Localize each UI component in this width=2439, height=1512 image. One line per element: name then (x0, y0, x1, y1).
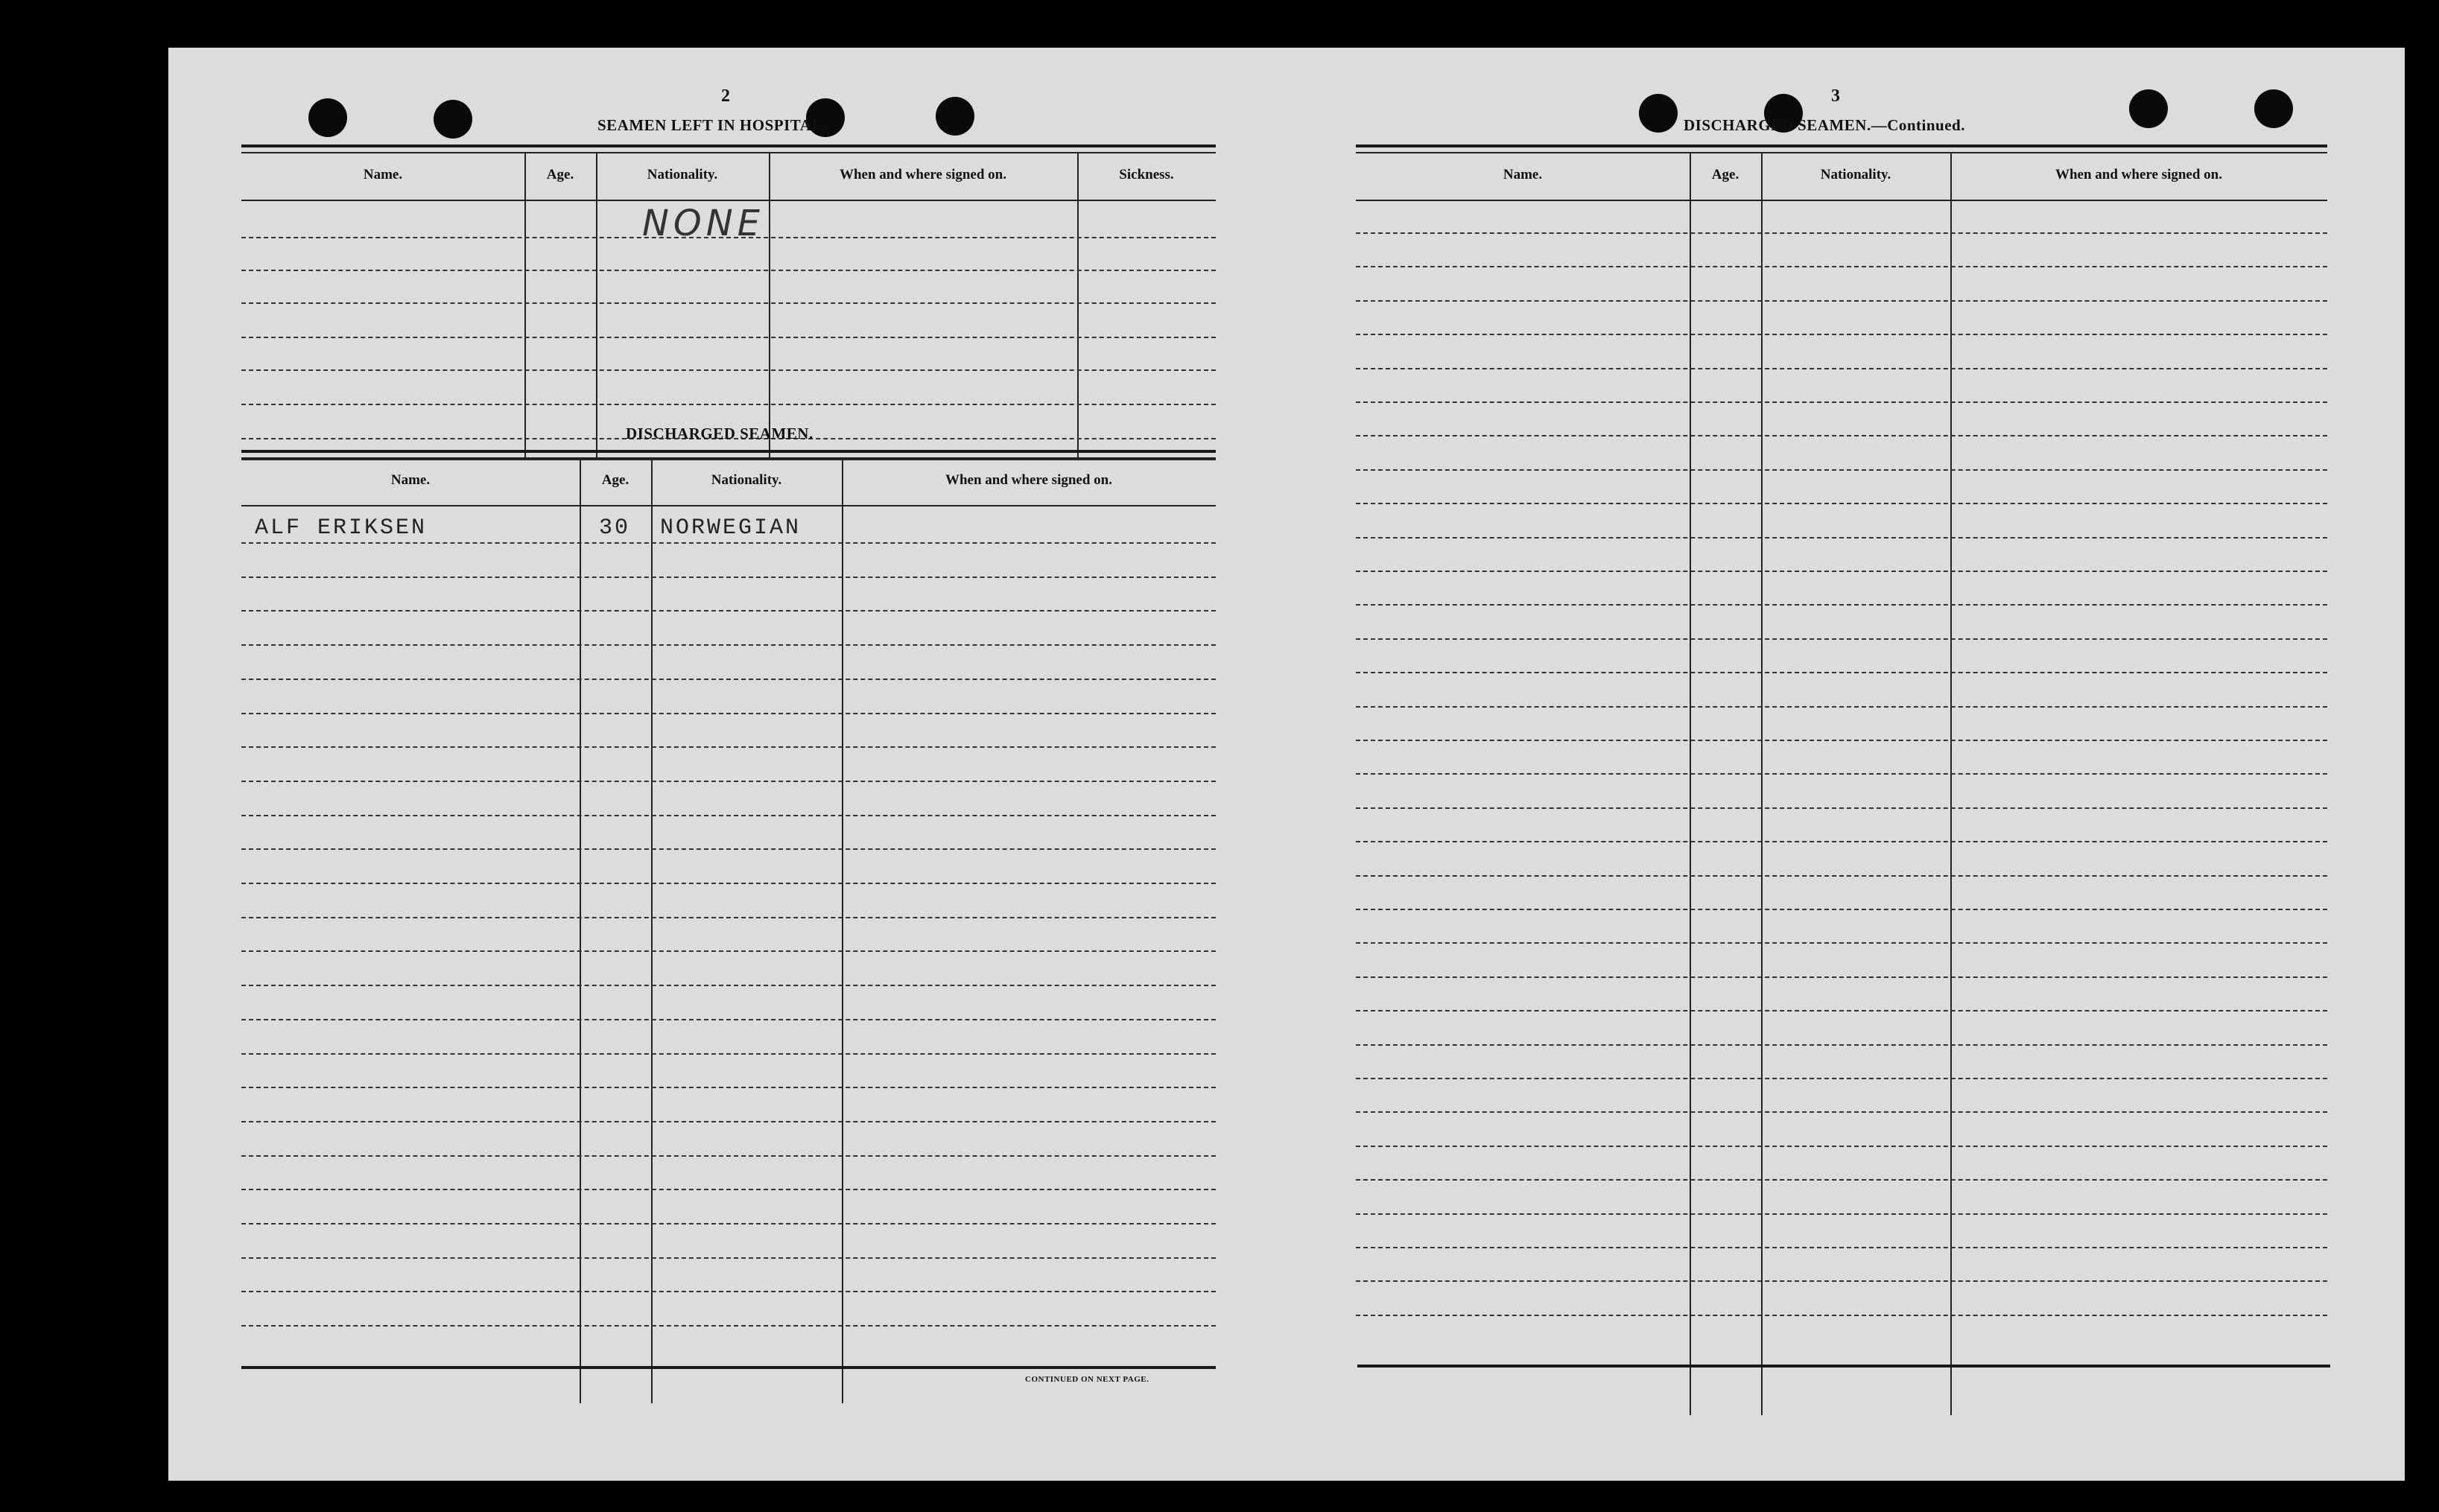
section-title-hospital: SEAMEN LEFT IN HOSPITAL. (597, 116, 827, 134)
row-line (241, 781, 1216, 782)
row-line (1356, 368, 2327, 369)
row-line (1356, 672, 2327, 673)
column-divider (769, 153, 770, 460)
row-line (241, 746, 1216, 748)
column-divider (1950, 153, 1952, 1415)
header-name: Name. (1503, 167, 1543, 182)
page-number: 3 (1831, 86, 1840, 106)
row-line (241, 302, 1216, 304)
row-line (1356, 435, 2327, 436)
row-line (1356, 604, 2327, 606)
row-line (241, 950, 1216, 952)
row-line (241, 644, 1216, 646)
section-title-discharged-continued: DISCHARGED SEAMEN.—Continued. (1684, 116, 1965, 134)
row-line (241, 1155, 1216, 1157)
header-nationality: Nationality. (1820, 167, 1891, 182)
row-line (1356, 807, 2327, 809)
row-line (241, 1291, 1216, 1292)
row-line (1356, 503, 2327, 504)
row-line (241, 337, 1216, 338)
header-signed-on: When and where signed on. (839, 167, 1006, 182)
row-line (1356, 1247, 2327, 1248)
punch-hole (2254, 89, 2293, 128)
row-line (1356, 638, 2327, 640)
header-nationality: Nationality. (711, 472, 782, 488)
row-line (241, 1223, 1216, 1224)
row-line (1356, 266, 2327, 267)
seaman-name: ALF ERIKSEN (255, 515, 428, 541)
column-divider (596, 153, 597, 460)
header-name: Name. (390, 472, 431, 488)
row-line (1356, 909, 2327, 910)
continued-note: CONTINUED ON NEXT PAGE. (1025, 1375, 1149, 1384)
table-top-rule-2 (241, 152, 1216, 153)
punch-hole (308, 98, 347, 137)
row-line (241, 1053, 1216, 1055)
row-line (1356, 1078, 2327, 1079)
row-line (1356, 976, 2327, 978)
table-top-rule (241, 144, 1216, 147)
row-line (241, 1257, 1216, 1259)
header-age: Age. (1711, 167, 1739, 182)
punch-hole (1639, 94, 1678, 133)
column-divider (842, 459, 843, 1403)
row-line (241, 848, 1216, 850)
column-divider (1077, 153, 1079, 460)
row-line (241, 270, 1216, 271)
row-line (1356, 1146, 2327, 1147)
row-line (241, 713, 1216, 714)
row-line (241, 404, 1216, 405)
row-line (241, 815, 1216, 816)
row-line (241, 610, 1216, 612)
table-top-rule-2 (241, 457, 1216, 459)
row-line (241, 1019, 1216, 1020)
row-line (241, 917, 1216, 918)
row-line (1356, 773, 2327, 775)
table-top-rule (1356, 144, 2327, 147)
row-line (241, 883, 1216, 884)
page-number: 2 (721, 86, 730, 106)
row-line (241, 1087, 1216, 1088)
header-sickness: Sickness. (1119, 167, 1174, 182)
header-rule (241, 200, 1216, 201)
row-line (1356, 740, 2327, 741)
header-signed-on: When and where signed on. (2055, 167, 2222, 182)
row-line (1356, 232, 2327, 234)
punch-hole (434, 100, 472, 139)
row-line (1356, 537, 2327, 539)
row-line (241, 679, 1216, 680)
seaman-age: 30 (599, 515, 631, 541)
row-line (1356, 841, 2327, 842)
handwritten-entry: NONE (642, 203, 764, 244)
punch-hole (2129, 89, 2168, 128)
table-top-rule-2 (1356, 152, 2327, 153)
header-rule (241, 505, 1216, 506)
column-divider (524, 153, 526, 460)
row-line (1356, 1044, 2327, 1046)
header-nationality: Nationality. (647, 167, 718, 182)
header-age: Age. (601, 472, 629, 488)
column-divider (1761, 153, 1763, 1415)
row-line (241, 369, 1216, 371)
table-bottom-rule (241, 459, 1216, 460)
row-line (241, 542, 1216, 544)
column-divider (1690, 153, 1691, 1415)
row-line (241, 985, 1216, 986)
section-title-discharged: DISCHARGED SEAMEN. (626, 425, 813, 442)
table-top-rule (241, 450, 1216, 453)
row-line (1356, 1213, 2327, 1215)
row-line (1356, 706, 2327, 708)
row-line (1356, 571, 2327, 572)
table-bottom-rule (1357, 1365, 2330, 1368)
row-line (1356, 1315, 2327, 1316)
punch-hole (936, 97, 974, 136)
row-line (241, 1325, 1216, 1327)
row-line (1356, 469, 2327, 471)
header-name: Name. (363, 167, 403, 182)
manifest-sheet (168, 48, 2405, 1481)
column-divider (580, 459, 581, 1403)
row-line (1356, 1111, 2327, 1113)
row-line (1356, 875, 2327, 877)
row-line (1356, 300, 2327, 302)
seaman-nationality: NORWEGIAN (660, 515, 802, 541)
row-line (241, 576, 1216, 578)
header-signed-on: When and where signed on. (945, 472, 1112, 488)
row-line (1356, 942, 2327, 944)
table-bottom-rule (241, 1366, 1216, 1369)
row-line (1356, 1010, 2327, 1011)
row-line (1356, 1179, 2327, 1181)
column-divider (651, 459, 653, 1403)
row-line (241, 1121, 1216, 1122)
row-line (1356, 334, 2327, 335)
row-line (241, 1189, 1216, 1190)
header-age: Age. (546, 167, 574, 182)
header-rule (1356, 200, 2327, 201)
row-line (1356, 401, 2327, 403)
row-line (1356, 1280, 2327, 1282)
